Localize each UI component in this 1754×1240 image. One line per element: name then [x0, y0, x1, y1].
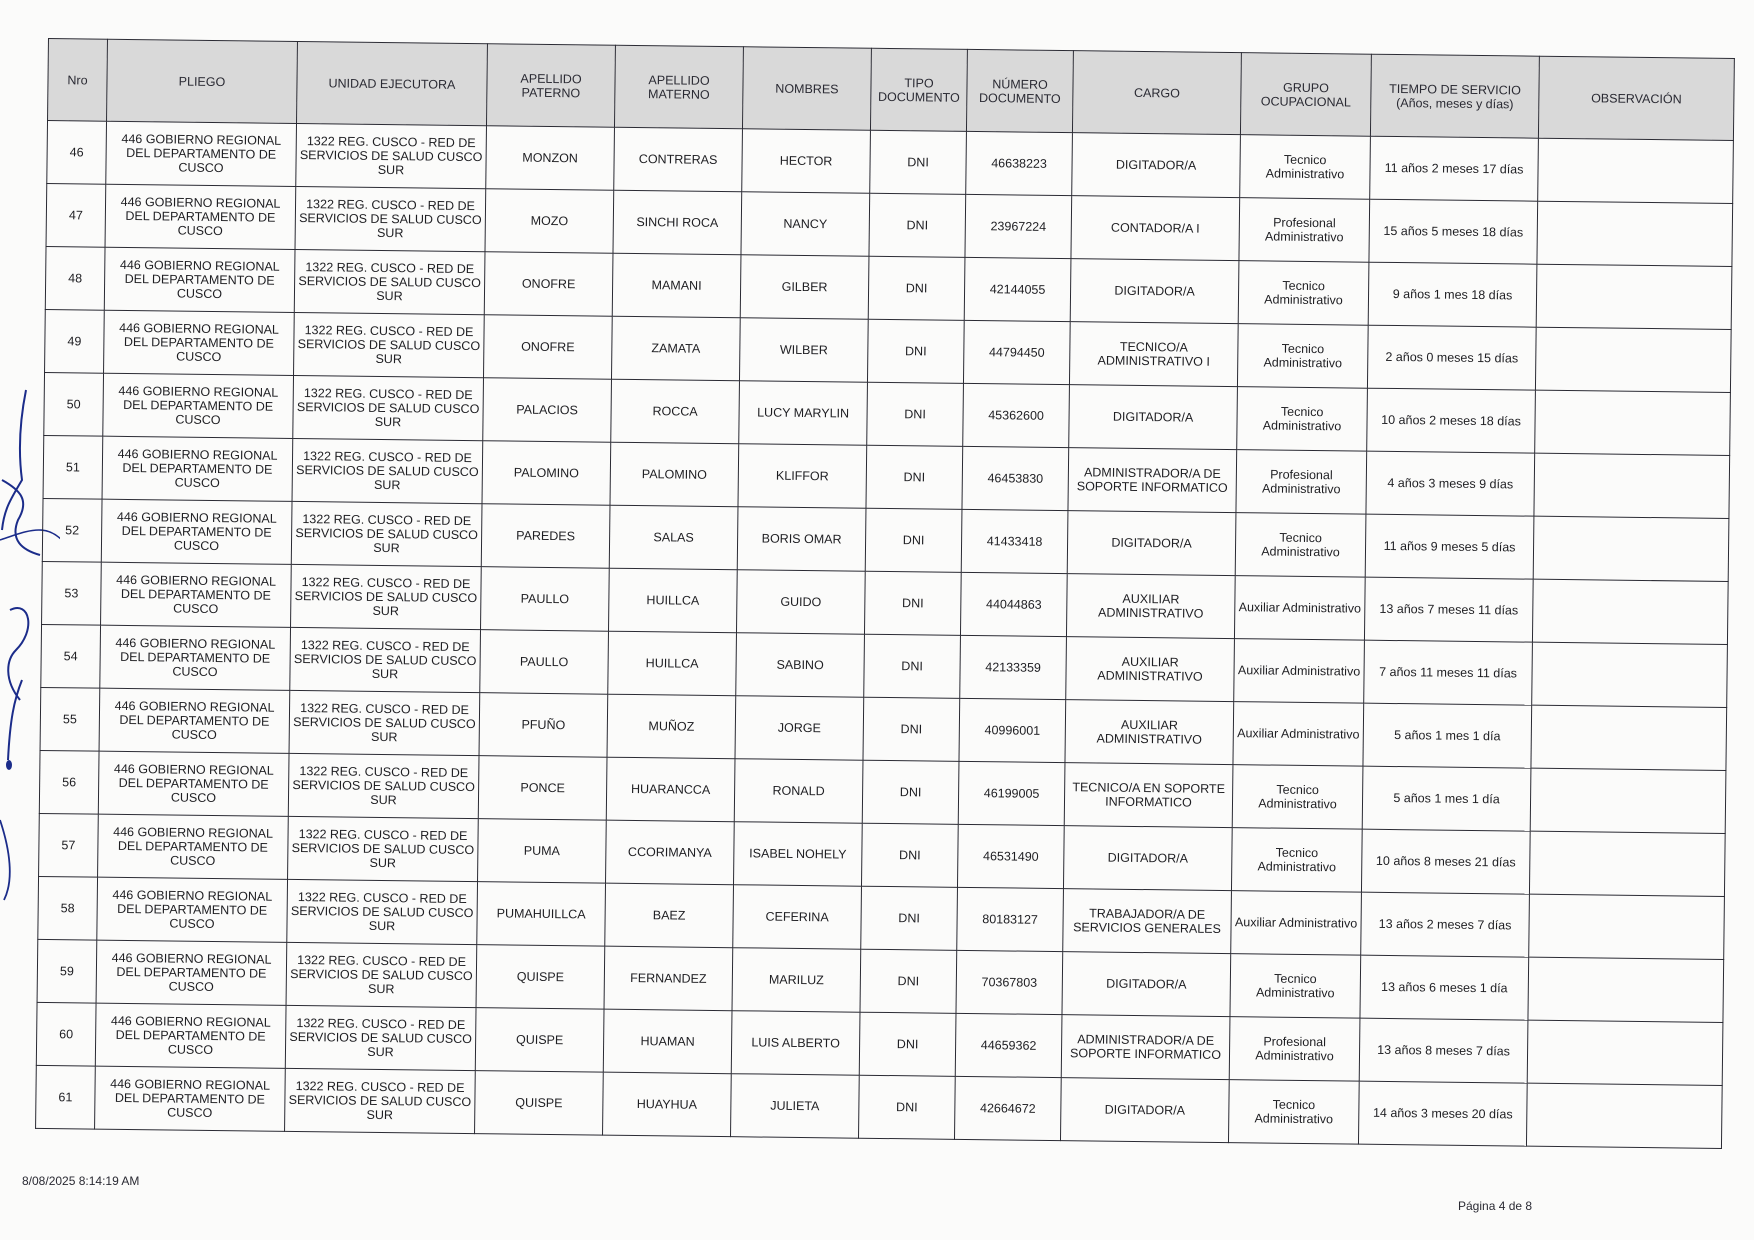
cell-apellido-materno: ZAMATA: [611, 316, 740, 381]
cell-grupo-ocupacional: Tecnico Administrativo: [1237, 324, 1368, 389]
col-header-numero-documento: NÚMERO DOCUMENTO: [966, 49, 1073, 132]
cell-numero-documento: 42144055: [964, 257, 1071, 321]
cell-nombres: SABINO: [736, 633, 865, 698]
cell-grupo-ocupacional: Auxiliar Administrativo: [1234, 639, 1365, 704]
cell-apellido-materno: HUAMAN: [603, 1009, 732, 1074]
cell-tiempo-servicio: 13 años 2 meses 7 días: [1361, 892, 1530, 957]
cell-cargo: CONTADOR/A I: [1071, 196, 1240, 261]
cell-pliego: 446 GOBIERNO REGIONAL DEL DEPARTAMENTO DE CUSCO: [95, 1066, 286, 1131]
cell-tiempo-servicio: 13 años 6 meses 1 día: [1360, 955, 1529, 1020]
cell-cargo: DIGITADOR/A: [1070, 259, 1239, 324]
cell-tipo-documento: DNI: [864, 634, 961, 698]
cell-grupo-ocupacional: Tecnico Administrativo: [1230, 954, 1361, 1019]
col-header-grupo-ocupacional: GRUPO OCUPACIONAL: [1240, 53, 1371, 137]
cell-numero-documento: 44044863: [960, 572, 1067, 636]
cell-apellido-materno: HUAYHUA: [603, 1072, 732, 1137]
cell-unidad-ejecutora: 1322 REG. CUSCO - RED DE SERVICIOS DE SALUD CUSCO SUR: [285, 1068, 476, 1133]
cell-observacion: [1530, 768, 1726, 833]
cell-observacion: [1531, 705, 1727, 770]
cell-tipo-documento: DNI: [865, 508, 962, 572]
cell-grupo-ocupacional: Profesional Administrativo: [1229, 1017, 1360, 1082]
cell-grupo-ocupacional: Auxiliar Administrativo: [1233, 702, 1364, 767]
cell-pliego: 446 GOBIERNO REGIONAL DEL DEPARTAMENTO DE CUSCO: [104, 247, 295, 312]
col-header-nro: Nro: [48, 39, 108, 122]
cell-unidad-ejecutora: 1322 REG. CUSCO - RED DE SERVICIOS DE SALUD CUSCO SUR: [291, 564, 482, 629]
cell-cargo: TECNICO/A EN SOPORTE INFORMATICO: [1064, 763, 1233, 828]
cell-tipo-documento: DNI: [868, 256, 965, 320]
cell-nro: 54: [41, 624, 101, 688]
cell-observacion: [1533, 516, 1729, 581]
cell-unidad-ejecutora: 1322 REG. CUSCO - RED DE SERVICIOS DE SALUD CUSCO SUR: [290, 627, 481, 692]
cell-observacion: [1535, 327, 1731, 392]
cell-tipo-documento: DNI: [863, 697, 960, 761]
cell-cargo: DIGITADOR/A: [1067, 511, 1236, 576]
cell-pliego: 446 GOBIERNO REGIONAL DEL DEPARTAMENTO DE CUSCO: [103, 373, 294, 438]
cell-pliego: 446 GOBIERNO REGIONAL DEL DEPARTAMENTO DE CUSCO: [105, 184, 296, 249]
cell-nombres: KLIFFOR: [738, 444, 867, 509]
cell-grupo-ocupacional: Tecnico Administrativo: [1235, 513, 1366, 578]
cell-nombres: GILBER: [740, 255, 869, 320]
cell-apellido-paterno: PONCE: [478, 756, 607, 821]
col-header-tipo-documento: TIPO DOCUMENTO: [870, 48, 967, 131]
cell-numero-documento: 23967224: [965, 194, 1072, 258]
cell-observacion: [1532, 642, 1728, 707]
cell-cargo: DIGITADOR/A: [1060, 1078, 1229, 1143]
col-header-tiempo-servicio: [1370, 54, 1539, 138]
cell-nro: 49: [45, 309, 105, 373]
cell-cargo: TRABAJADOR/A DE SERVICIOS GENERALES: [1063, 889, 1232, 954]
cell-apellido-materno: PALOMINO: [610, 442, 739, 507]
cell-apellido-materno: ROCCA: [611, 379, 740, 444]
cell-tiempo-servicio: 13 años 7 meses 11 días: [1364, 577, 1533, 642]
cell-nro: 48: [45, 246, 105, 310]
cell-apellido-paterno: QUISPE: [475, 1008, 604, 1073]
cell-grupo-ocupacional: Auxiliar Administrativo: [1234, 576, 1365, 641]
cell-numero-documento: 46199005: [958, 761, 1065, 825]
cell-numero-documento: 45362600: [963, 383, 1070, 447]
cell-observacion: [1532, 579, 1728, 644]
cell-unidad-ejecutora: 1322 REG. CUSCO - RED DE SERVICIOS DE SALUD CUSCO SUR: [293, 375, 484, 440]
cell-apellido-materno: SINCHI ROCA: [613, 190, 742, 255]
cell-pliego: 446 GOBIERNO REGIONAL DEL DEPARTAMENTO DE CUSCO: [106, 121, 297, 186]
col-header-nombres: NOMBRES: [742, 47, 871, 131]
cell-tipo-documento: DNI: [859, 1075, 956, 1139]
cell-tiempo-servicio: 9 años 1 mes 18 días: [1368, 262, 1537, 327]
cell-unidad-ejecutora: 1322 REG. CUSCO - RED DE SERVICIOS DE SALUD CUSCO SUR: [292, 438, 483, 503]
cell-apellido-paterno: PAREDES: [481, 504, 610, 569]
cell-nro: 56: [39, 750, 99, 814]
cell-tipo-documento: DNI: [862, 760, 959, 824]
page-number: Página 4 de 8: [1458, 1199, 1533, 1213]
table-body: [36, 121, 1734, 1149]
cell-pliego: 446 GOBIERNO REGIONAL DEL DEPARTAMENTO DE CUSCO: [95, 1003, 286, 1068]
cell-nombres: HECTOR: [742, 129, 871, 194]
cell-numero-documento: 46638223: [966, 131, 1073, 195]
cell-tipo-documento: DNI: [870, 130, 967, 194]
cell-apellido-materno: FERNANDEZ: [604, 946, 733, 1011]
cell-cargo: ADMINISTRADOR/A DE SOPORTE INFORMATICO: [1061, 1015, 1230, 1080]
col-header-cargo: CARGO: [1072, 51, 1241, 135]
cell-unidad-ejecutora: 1322 REG. CUSCO - RED DE SERVICIOS DE SALUD CUSCO SUR: [294, 312, 485, 377]
cell-observacion: [1537, 201, 1733, 266]
cell-numero-documento: 41433418: [961, 509, 1068, 573]
cell-cargo: DIGITADOR/A: [1072, 133, 1241, 198]
cell-grupo-ocupacional: Tecnico Administrativo: [1228, 1080, 1359, 1145]
cell-tipo-documento: DNI: [867, 319, 964, 383]
cell-grupo-ocupacional: Auxiliar Administrativo: [1231, 891, 1362, 956]
cell-nro: 60: [36, 1002, 96, 1066]
cell-tiempo-servicio: 5 años 1 mes 1 día: [1362, 766, 1531, 831]
cell-observacion: [1534, 453, 1730, 518]
cell-apellido-materno: HUILLCA: [608, 631, 737, 696]
cell-apellido-paterno: PUMAHUILLCA: [477, 882, 606, 947]
cell-unidad-ejecutora: 1322 REG. CUSCO - RED DE SERVICIOS DE SALUD CUSCO SUR: [296, 123, 487, 188]
cell-apellido-paterno: PALACIOS: [483, 378, 612, 443]
cell-apellido-materno: CONTRERAS: [614, 127, 743, 192]
cell-cargo: DIGITADOR/A: [1069, 385, 1238, 450]
cell-grupo-ocupacional: Tecnico Administrativo: [1232, 765, 1363, 830]
cell-apellido-materno: HUILLCA: [608, 568, 737, 633]
cell-unidad-ejecutora: 1322 REG. CUSCO - RED DE SERVICIOS DE SALUD CUSCO SUR: [294, 249, 485, 314]
cell-unidad-ejecutora: 1322 REG. CUSCO - RED DE SERVICIOS DE SALUD CUSCO SUR: [286, 942, 477, 1007]
cell-apellido-paterno: QUISPE: [475, 1071, 604, 1136]
col-header-apellido-paterno: APELLIDO PATERNO: [486, 44, 615, 128]
cell-grupo-ocupacional: Profesional Administrativo: [1236, 450, 1367, 515]
cell-unidad-ejecutora: 1322 REG. CUSCO - RED DE SERVICIOS DE SALUD CUSCO SUR: [287, 879, 478, 944]
cell-grupo-ocupacional: Tecnico Administrativo: [1237, 387, 1368, 452]
cell-tipo-documento: DNI: [867, 382, 964, 446]
cell-grupo-ocupacional: Tecnico Administrativo: [1240, 135, 1371, 200]
cell-nro: 58: [38, 876, 98, 940]
cell-tipo-documento: DNI: [869, 193, 966, 257]
cell-numero-documento: 46453830: [962, 446, 1069, 510]
cell-cargo: DIGITADOR/A: [1062, 952, 1231, 1017]
cell-tipo-documento: DNI: [861, 886, 958, 950]
cell-nro: 47: [46, 183, 106, 247]
cell-apellido-paterno: ONOFRE: [484, 252, 613, 317]
cell-cargo: AUXILIAR ADMINISTRATIVO: [1065, 700, 1234, 765]
cell-nro: 53: [42, 561, 102, 625]
cell-nombres: CEFERINA: [733, 885, 862, 950]
cell-nro: 57: [39, 813, 99, 877]
cell-nombres: NANCY: [741, 192, 870, 257]
cell-apellido-materno: MAMANI: [612, 253, 741, 318]
cell-nombres: RONALD: [734, 759, 863, 824]
cell-apellido-materno: HUARANCCA: [606, 757, 735, 822]
personnel-table: [35, 38, 1735, 1149]
cell-unidad-ejecutora: 1322 REG. CUSCO - RED DE SERVICIOS DE SALUD CUSCO SUR: [291, 501, 482, 566]
cell-observacion: [1536, 264, 1732, 329]
cell-nombres: LUCY MARYLIN: [739, 381, 868, 446]
cell-grupo-ocupacional: Tecnico Administrativo: [1231, 828, 1362, 893]
cell-numero-documento: 40996001: [959, 698, 1066, 762]
cell-cargo: DIGITADOR/A: [1063, 826, 1232, 891]
cell-apellido-paterno: PUMA: [478, 819, 607, 884]
cell-numero-documento: 44659362: [955, 1013, 1062, 1077]
cell-numero-documento: 44794450: [963, 320, 1070, 384]
cell-pliego: 446 GOBIERNO REGIONAL DEL DEPARTAMENTO DE CUSCO: [99, 688, 290, 753]
cell-nro: 55: [40, 687, 100, 751]
cell-observacion: [1526, 1083, 1722, 1148]
cell-cargo: TECNICO/A ADMINISTRATIVO I: [1069, 322, 1238, 387]
col-header-observacion: OBSERVACIÓN: [1538, 56, 1734, 140]
cell-cargo: ADMINISTRADOR/A DE SOPORTE INFORMATICO: [1068, 448, 1237, 513]
cell-pliego: 446 GOBIERNO REGIONAL DEL DEPARTAMENTO DE CUSCO: [101, 499, 292, 564]
cell-pliego: 446 GOBIERNO REGIONAL DEL DEPARTAMENTO DE CUSCO: [100, 625, 291, 690]
cell-tiempo-servicio: 11 años 9 meses 5 días: [1365, 514, 1534, 579]
cell-nombres: JORGE: [735, 696, 864, 761]
tiempo-servicio-subtitle: (Años, meses y días): [1396, 95, 1514, 111]
cell-apellido-paterno: PAULLO: [481, 567, 610, 632]
cell-apellido-paterno: MOZO: [485, 189, 614, 254]
cell-apellido-materno: BAEZ: [605, 883, 734, 948]
cell-numero-documento: 42664672: [954, 1076, 1061, 1140]
cell-unidad-ejecutora: 1322 REG. CUSCO - RED DE SERVICIOS DE SALUD CUSCO SUR: [295, 186, 486, 251]
cell-nombres: MARILUZ: [732, 948, 861, 1013]
cell-tipo-documento: DNI: [859, 1012, 956, 1076]
cell-apellido-materno: SALAS: [609, 505, 738, 570]
cell-nombres: ISABEL NOHELY: [733, 822, 862, 887]
col-header-pliego: PLIEGO: [107, 39, 298, 123]
cell-unidad-ejecutora: 1322 REG. CUSCO - RED DE SERVICIOS DE SALUD CUSCO SUR: [289, 690, 480, 755]
cell-tiempo-servicio: 2 años 0 meses 15 días: [1367, 325, 1536, 390]
cell-apellido-materno: MUÑOZ: [607, 694, 736, 759]
cell-apellido-paterno: QUISPE: [476, 945, 605, 1010]
cell-observacion: [1535, 390, 1731, 455]
cell-apellido-materno: CCORIMANYA: [606, 820, 735, 885]
cell-observacion: [1529, 894, 1725, 959]
cell-apellido-paterno: PFUÑO: [479, 693, 608, 758]
cell-observacion: [1538, 138, 1734, 203]
cell-cargo: AUXILIAR ADMINISTRATIVO: [1066, 637, 1235, 702]
cell-nombres: BORIS OMAR: [737, 507, 866, 572]
cell-nro: 59: [37, 939, 97, 1003]
cell-pliego: 446 GOBIERNO REGIONAL DEL DEPARTAMENTO DE CUSCO: [96, 940, 287, 1005]
cell-apellido-paterno: ONOFRE: [483, 315, 612, 380]
cell-pliego: 446 GOBIERNO REGIONAL DEL DEPARTAMENTO DE CUSCO: [98, 751, 289, 816]
cell-tiempo-servicio: 15 años 5 meses 18 días: [1369, 199, 1538, 264]
cell-tipo-documento: DNI: [861, 823, 958, 887]
cell-nro: 61: [36, 1065, 96, 1129]
print-timestamp: 8/08/2025 8:14:19 AM: [22, 1174, 140, 1188]
cell-nombres: GUIDO: [736, 570, 865, 635]
cell-numero-documento: 42133359: [960, 635, 1067, 699]
cell-apellido-paterno: PAULLO: [480, 630, 609, 695]
cell-observacion: [1527, 1020, 1723, 1085]
cell-tiempo-servicio: 14 años 3 meses 20 días: [1358, 1081, 1527, 1146]
cell-numero-documento: 46531490: [957, 824, 1064, 888]
cell-grupo-ocupacional: Tecnico Administrativo: [1238, 261, 1369, 326]
col-header-unidad-ejecutora: UNIDAD EJECUTORA: [297, 41, 488, 125]
cell-tipo-documento: DNI: [866, 445, 963, 509]
cell-pliego: 446 GOBIERNO REGIONAL DEL DEPARTAMENTO DE CUSCO: [97, 877, 288, 942]
cell-observacion: [1529, 831, 1725, 896]
cell-pliego: 446 GOBIERNO REGIONAL DEL DEPARTAMENTO DE CUSCO: [104, 310, 295, 375]
col-header-apellido-materno: APELLIDO MATERNO: [614, 45, 743, 129]
cell-nombres: WILBER: [739, 318, 868, 383]
cell-pliego: 446 GOBIERNO REGIONAL DEL DEPARTAMENTO DE CUSCO: [98, 814, 289, 879]
cell-nro: 50: [44, 372, 104, 436]
cell-nro: 46: [47, 121, 107, 185]
cell-tiempo-servicio: 7 años 11 meses 11 días: [1364, 640, 1533, 705]
cell-unidad-ejecutora: 1322 REG. CUSCO - RED DE SERVICIOS DE SALUD CUSCO SUR: [285, 1005, 476, 1070]
cell-nombres: JULIETA: [731, 1074, 860, 1139]
cell-unidad-ejecutora: 1322 REG. CUSCO - RED DE SERVICIOS DE SALUD CUSCO SUR: [288, 816, 479, 881]
tiempo-servicio-title: TIEMPO DE SERVICIO: [1389, 81, 1521, 97]
cell-tiempo-servicio: 10 años 8 meses 21 días: [1361, 829, 1530, 894]
cell-nro: 51: [43, 435, 103, 499]
cell-numero-documento: 80183127: [957, 887, 1064, 951]
cell-apellido-paterno: PALOMINO: [482, 441, 611, 506]
cell-grupo-ocupacional: Profesional Administrativo: [1239, 198, 1370, 263]
cell-unidad-ejecutora: 1322 REG. CUSCO - RED DE SERVICIOS DE SALUD CUSCO SUR: [288, 753, 479, 818]
cell-nombres: LUIS ALBERTO: [731, 1011, 860, 1076]
cell-pliego: 446 GOBIERNO REGIONAL DEL DEPARTAMENTO DE CUSCO: [102, 436, 293, 501]
cell-nro: 52: [42, 498, 102, 562]
cell-tiempo-servicio: 11 años 2 meses 17 días: [1370, 136, 1539, 201]
cell-numero-documento: 70367803: [956, 950, 1063, 1014]
cell-tipo-documento: DNI: [860, 949, 957, 1013]
cell-pliego: 446 GOBIERNO REGIONAL DEL DEPARTAMENTO DE CUSCO: [101, 562, 292, 627]
cell-tiempo-servicio: 13 años 8 meses 7 días: [1359, 1018, 1528, 1083]
cell-cargo: AUXILIAR ADMINISTRATIVO: [1066, 574, 1235, 639]
cell-observacion: [1528, 957, 1724, 1022]
cell-tipo-documento: DNI: [864, 571, 961, 635]
cell-tiempo-servicio: 4 años 3 meses 9 días: [1366, 451, 1535, 516]
cell-tiempo-servicio: 5 años 1 mes 1 día: [1363, 703, 1532, 768]
cell-tiempo-servicio: 10 años 2 meses 18 días: [1367, 388, 1536, 453]
cell-apellido-paterno: MONZON: [486, 126, 615, 191]
